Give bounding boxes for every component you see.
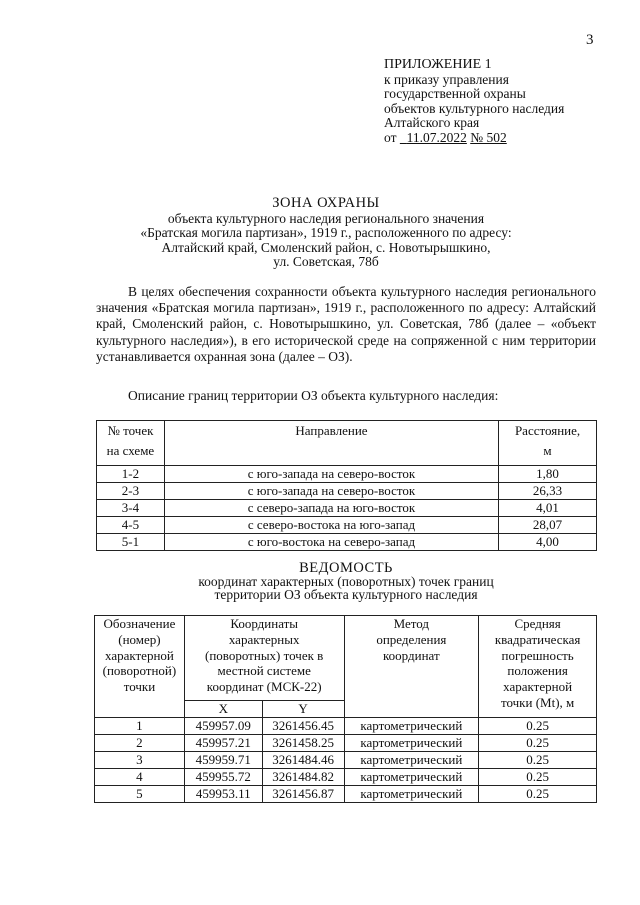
boundary-table [96, 420, 597, 551]
header-coordinates: Координаты характерных (поворотных) точек в местной системе координат (МСК-22) [184, 616, 344, 701]
intro-paragraph: В целях обеспечения сохранности объекта культурного наследия регионального значения «Братская могила партизан», 1919 г., расположенного по адресу: Алтайский край, Смоленский район, с. Новотырышкино, ул. Советская, 78б (далее – «объект культурного наследия»), в его исторической среде на сопряженной с ним территории устанавливается охранная зона (далее – ОЗ). [96, 284, 596, 364]
annex-date-prefix: от [384, 129, 397, 145]
cell-number: 1 [95, 718, 185, 735]
cell-x: 459957.21 [184, 735, 262, 752]
cell-method: картометрический [344, 752, 479, 769]
cell-number: 3 [95, 752, 185, 769]
cell-direction: с северо-запада на юго-восток [164, 500, 498, 517]
heading-line: Алтайский край, Смоленский район, с. Новотырышкино, [161, 239, 491, 255]
annex-date: 11.07.2022 [406, 129, 467, 145]
cell-points: 4-5 [97, 517, 165, 534]
heading-line: объекта культурного наследия регионального значения [167, 210, 485, 226]
cell-mt: 0.25 [479, 718, 597, 735]
table-row [95, 718, 597, 735]
cell-y: 3261456.87 [262, 786, 344, 803]
cell-x: 459959.71 [184, 752, 262, 769]
heading-block [96, 196, 556, 270]
table-row [97, 517, 597, 534]
cell-distance: 28,07 [499, 517, 597, 534]
annex-line: объектов культурного наследия [384, 100, 565, 116]
cell-x: 459957.09 [184, 718, 262, 735]
annex-line: Алтайского края [384, 115, 480, 130]
table-row [95, 735, 597, 752]
cell-direction: с северо-востока на юго-запад [164, 517, 498, 534]
cell-mt: 0.25 [479, 752, 597, 769]
table-header-row [97, 421, 597, 466]
cell-number: 4 [95, 769, 185, 786]
cell-method: картометрический [344, 769, 479, 786]
annex-date-line [384, 131, 564, 146]
heading-line: «Братская могила партизан», 1919 г., расположенного по адресу: [140, 225, 512, 240]
vedomost-line: координат характерных (поворотных) точек границ [198, 574, 494, 589]
cell-method: картометрический [344, 735, 479, 752]
cell-y: 3261456.45 [262, 718, 344, 735]
cell-y: 3261484.46 [262, 752, 344, 769]
cell-mt: 0.25 [479, 786, 597, 803]
annex-line: государственной охраны [384, 86, 526, 101]
header-x: X [184, 701, 262, 718]
cell-direction: с юго-запада на северо-восток [164, 483, 498, 500]
cell-distance: 26,33 [499, 483, 597, 500]
cell-y: 3261484.82 [262, 769, 344, 786]
table-row [95, 786, 597, 803]
cell-number: 5 [95, 786, 185, 803]
header-y: Y [262, 701, 344, 718]
header-method: Метод определения координат [344, 616, 479, 718]
cell-direction: с юго-востока на северо-запад [164, 534, 498, 551]
annex-title: ПРИЛОЖЕНИЕ 1 [384, 57, 492, 72]
cell-points: 5-1 [97, 534, 165, 551]
cell-method: картометрический [344, 718, 479, 735]
table-header-row [95, 616, 597, 701]
cell-method: картометрический [344, 786, 479, 803]
cell-points: 1-2 [97, 466, 165, 483]
heading-line: ул. Советская, 78б [273, 254, 379, 269]
table-row [95, 769, 597, 786]
cell-number: 2 [95, 735, 185, 752]
cell-y: 3261458.25 [262, 735, 344, 752]
coordinates-table [94, 615, 597, 803]
vedomost-heading [96, 562, 596, 601]
cell-points: 2-3 [97, 483, 165, 500]
header-designation: Обозначение (номер) характерной (поворотной) точки [95, 616, 185, 718]
annex-block [384, 58, 564, 145]
table-row [97, 483, 597, 500]
table-row [97, 466, 597, 483]
cell-mt: 0.25 [479, 735, 597, 752]
header-direction: Направление [164, 421, 498, 466]
header-points: № точек на схеме [97, 421, 165, 466]
header-error: Средняя квадратическая погрешность положения характерной точки (Mt), м [479, 616, 597, 718]
heading-title: ЗОНА ОХРАНЫ [272, 195, 380, 211]
cell-distance: 4,00 [499, 534, 597, 551]
page-number: 3 [586, 32, 594, 48]
annex-line: к приказу управления [384, 71, 509, 87]
cell-distance: 1,80 [499, 466, 597, 483]
annex-number: № 502 [470, 129, 507, 145]
table-row [97, 500, 597, 517]
vedomost-line: территории ОЗ объекта культурного наследия [214, 587, 478, 602]
cell-x: 459955.72 [184, 769, 262, 786]
description-paragraph: Описание границ территории ОЗ объекта культурного наследия: [128, 388, 499, 403]
cell-distance: 4,01 [499, 500, 597, 517]
vedomost-title: ВЕДОМОСТЬ [299, 560, 393, 576]
table-row [95, 752, 597, 769]
header-distance: Расстояние, м [499, 421, 597, 466]
cell-direction: с юго-запада на северо-восток [164, 466, 498, 483]
cell-x: 459953.11 [184, 786, 262, 803]
table-row [97, 534, 597, 551]
cell-points: 3-4 [97, 500, 165, 517]
cell-mt: 0.25 [479, 769, 597, 786]
